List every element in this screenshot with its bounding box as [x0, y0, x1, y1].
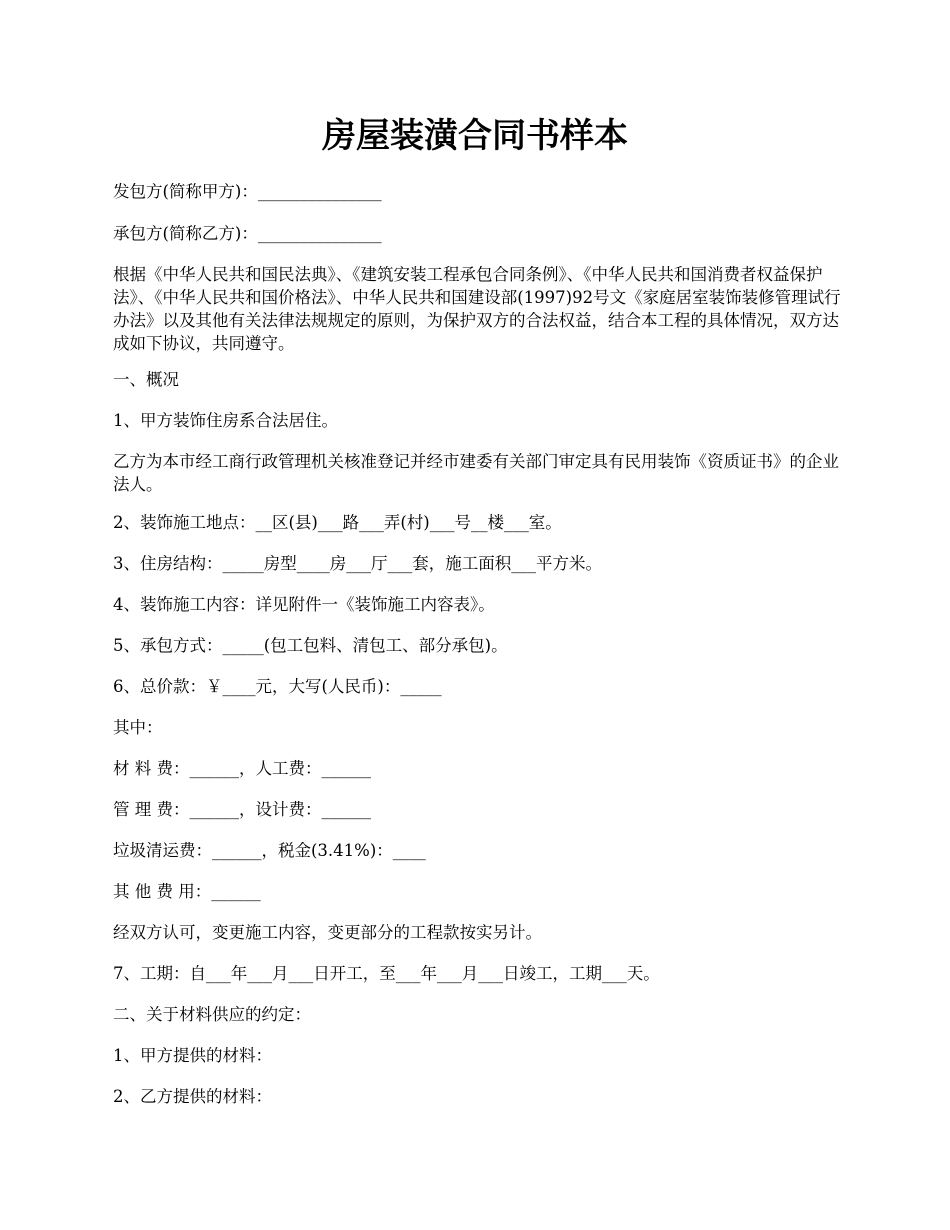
clause-7-schedule: 7、工期：自___年___月___日开工，至___年___月___日竣工，工期___天。: [113, 964, 660, 983]
materials-party-a: 1、甲方提供的材料：: [113, 1046, 272, 1065]
fee-line-other: 其 他 费 用：______: [113, 882, 261, 901]
clause-4-content: 4、装饰施工内容：详见附件一《装饰施工内容表》。: [113, 595, 495, 614]
party-b-line: 承包方(简称乙方)：_______________: [113, 224, 382, 243]
contractor-qualification-paragraph: 乙方为本市经工商行政管理机关核准登记并经市建委有关部门审定具有民用装饰《资质证书》的企业法人。: [113, 452, 839, 494]
clause-5-method: 5、承包方式：_____(包工包料、清包工、部分承包)。: [113, 636, 508, 655]
party-a-line: 发包方(简称甲方)：_______________: [113, 182, 382, 201]
section-heading-overview: 一、概况: [113, 370, 179, 389]
fee-line-materials-labor: 材 料 费：______，人工费：______: [113, 759, 371, 778]
fee-line-management-design: 管 理 费：______，设计费：______: [113, 800, 371, 819]
change-pricing-note: 经双方认可，变更施工内容，变更部分的工程款按实另计。: [113, 923, 542, 942]
clause-6-total-price: 6、总价款：￥____元，大写(人民币)：_____: [113, 677, 442, 696]
document-title: 房屋装潢合同书样本: [322, 116, 628, 156]
clause-3-structure: 3、住房结构：_____房型____房___厅___套，施工面积___平方米。: [113, 554, 602, 573]
materials-party-b: 2、乙方提供的材料：: [113, 1087, 272, 1106]
price-breakdown-label: 其中：: [113, 718, 163, 737]
section-heading-materials: 二、关于材料供应的约定：: [113, 1005, 311, 1024]
fee-line-waste-tax: 垃圾清运费：______，税金(3.41%)：____: [113, 841, 426, 860]
preamble-paragraph: 根据《中华人民共和国民法典》、《建筑安装工程承包合同条例》、《中华人民共和国消费者权益保护法》、《中华人民共和国价格法》、中华人民共和国建设部(1997)92号文《家庭居室装饰装修管理试行办法》以及其他有关法律法规规定的原则，为保护双方的合法权益，结合本工程的具体情况，双方达成如下协议，共同遵守。: [113, 265, 841, 353]
clause-1: 1、甲方装饰住房系合法居住。: [113, 411, 338, 430]
clause-2-location: 2、装饰施工地点：__区(县)___路___弄(村)___号__楼___室。: [113, 513, 562, 532]
